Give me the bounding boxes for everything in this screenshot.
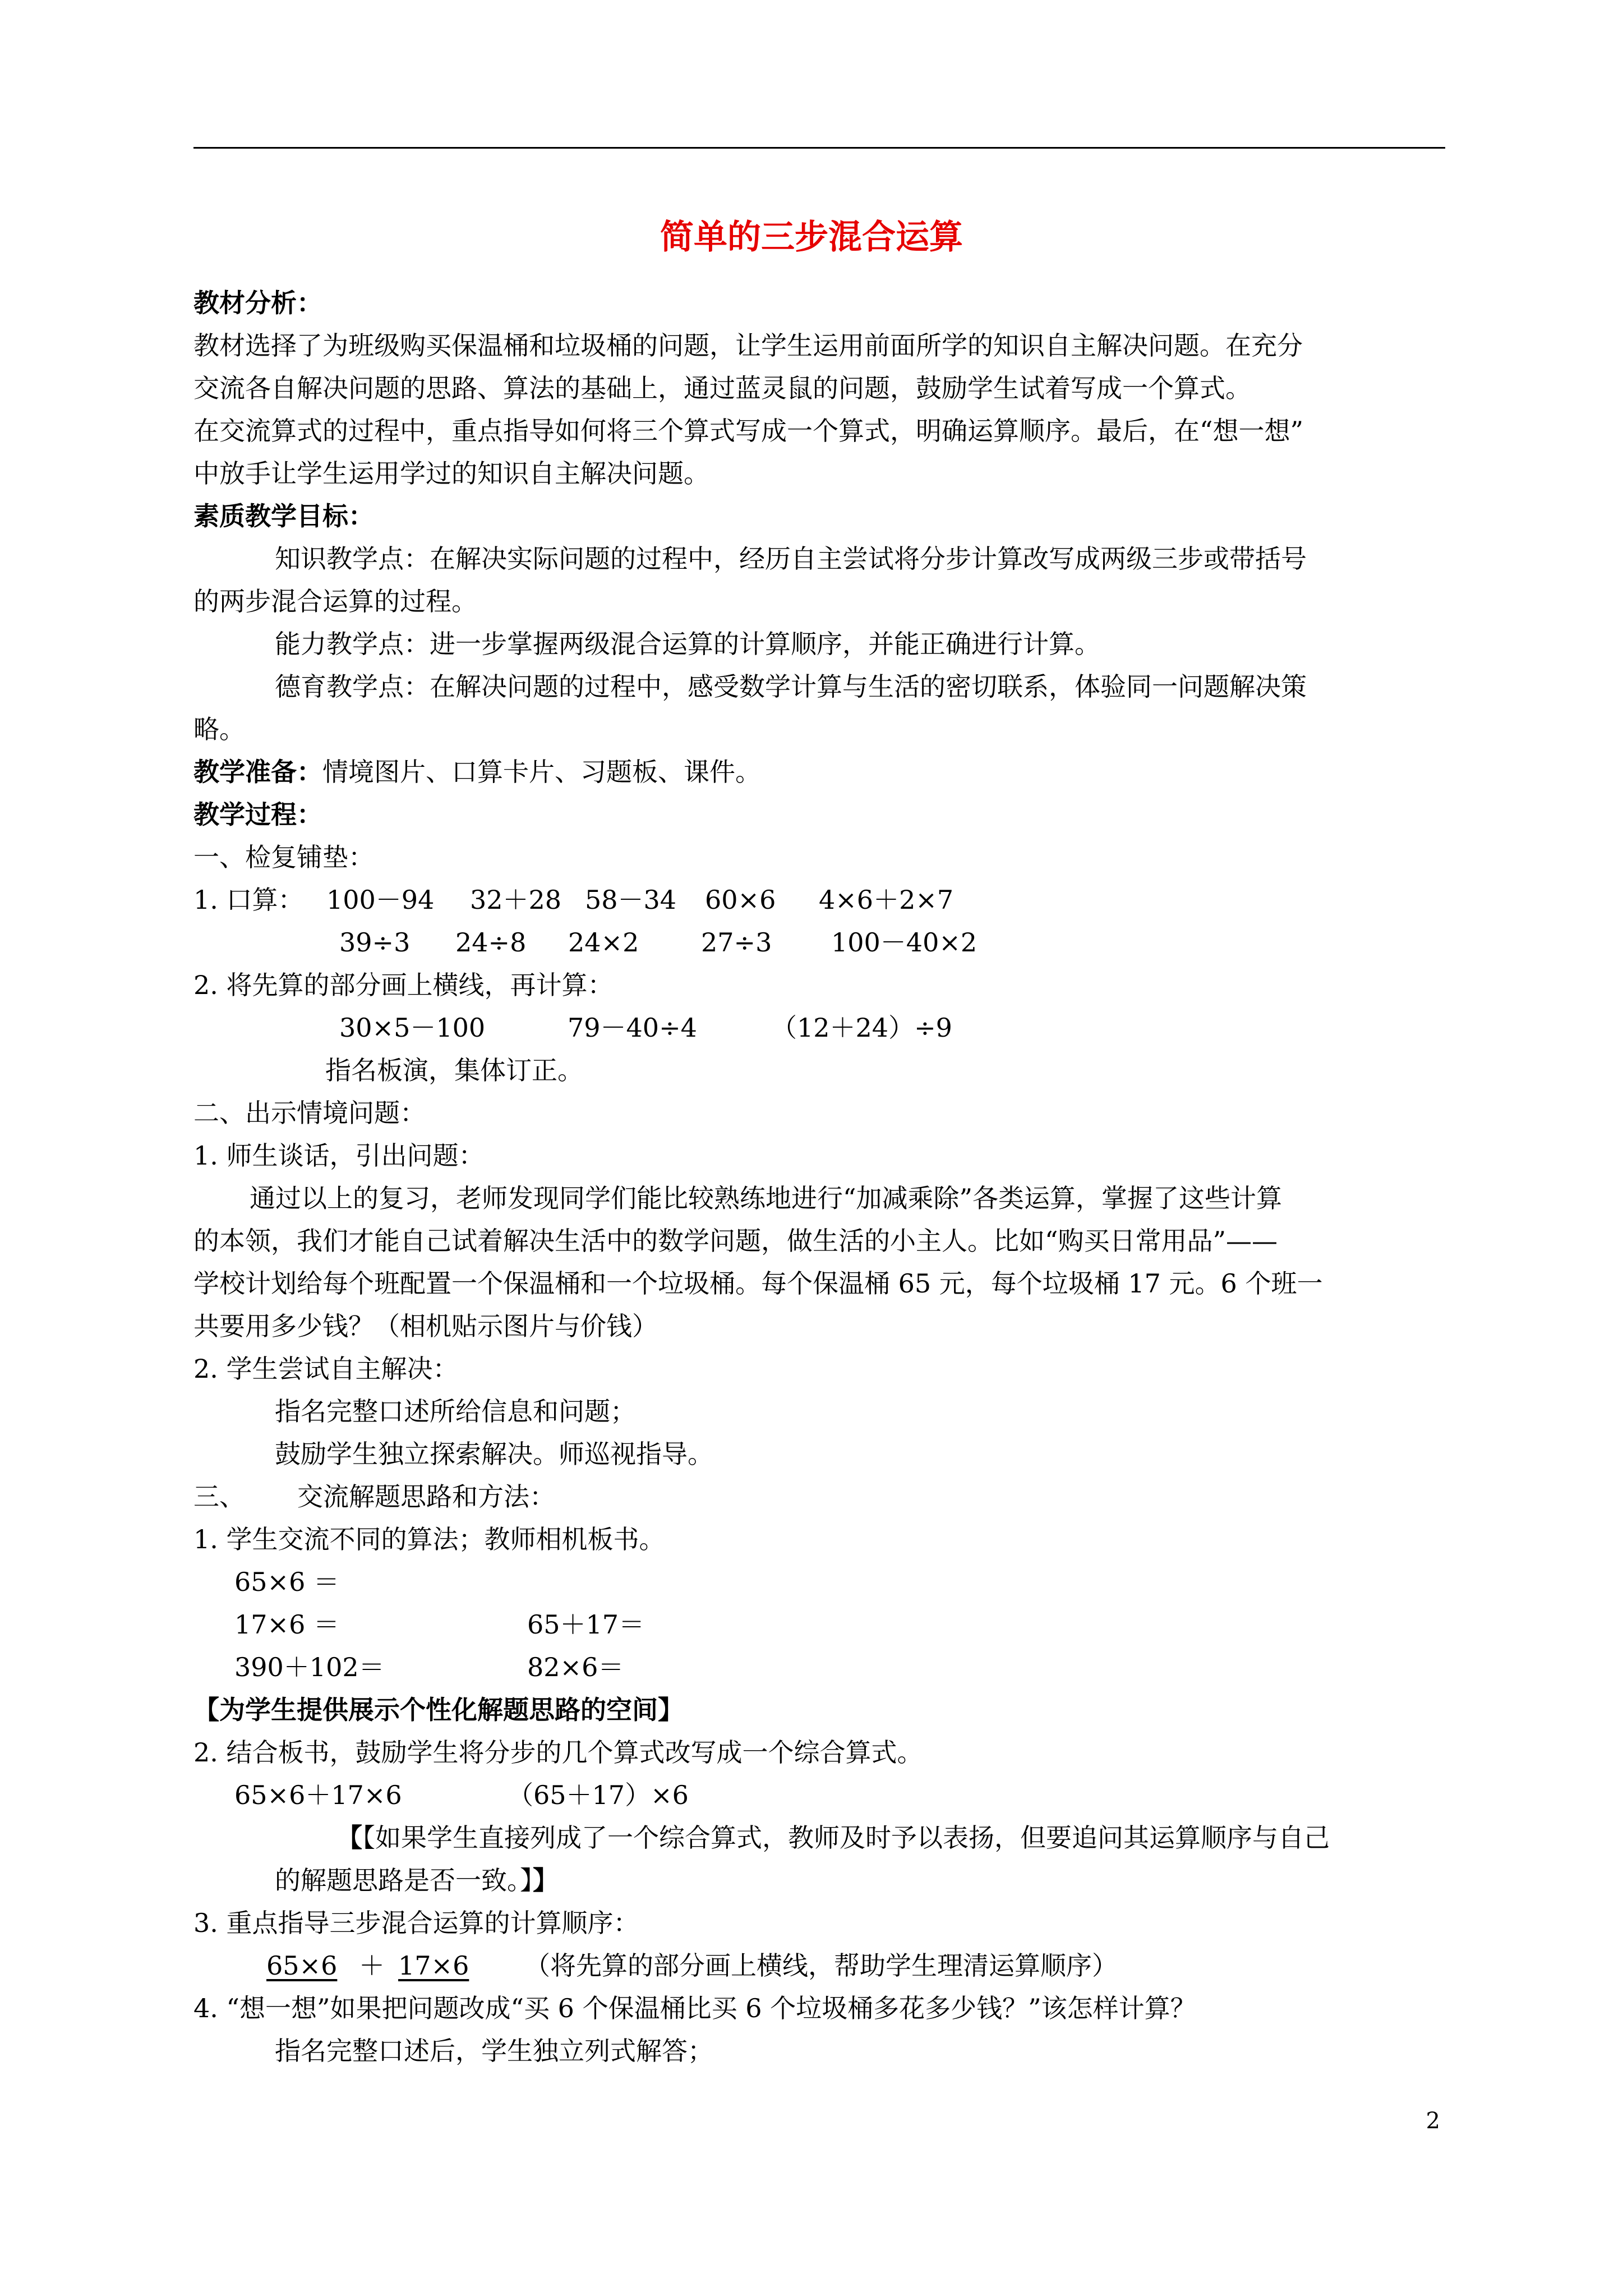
math-expression: 390＋102＝ [234, 1652, 385, 1682]
underlined-expression: 65×6 [266, 1950, 338, 1981]
header-rule [193, 147, 1445, 149]
document-title: 简单的三步混合运算 [660, 218, 963, 257]
paragraph-line: 的两步混合运算的过程。 [193, 586, 477, 616]
section-heading-material: 教材分析： [193, 288, 322, 318]
bracket-open: 【 [336, 1823, 362, 1853]
math-expression: 58－34 [585, 885, 677, 915]
paragraph-line: 知识教学点：在解决实际问题的过程中，经历自主尝试将分步计算改写成两级三步或带括号 [275, 544, 1307, 574]
section-heading-process: 教学过程： [193, 799, 322, 830]
math-expression: 17×6 ＝ [234, 1609, 339, 1640]
bracket-close: 】 [533, 1865, 559, 1895]
step-line: 1. 师生谈话，引出问题： [193, 1140, 485, 1171]
paragraph-line: 德育教学点：在解决问题的过程中，感受数学计算与生活的密切联系，体验同一问题解决策 [275, 671, 1307, 702]
paragraph-line: 鼓励学生独立探索解决。师巡视指导。 [275, 1439, 713, 1469]
paragraph-line: 学校计划给每个班配置一个保温桶和一个垃圾桶。每个保温桶 65 元，每个垃圾桶 17 元。6 个班一 [193, 1268, 1323, 1299]
math-expression: 30×5－100 [339, 1013, 486, 1043]
plus-sign: ＋ [359, 1950, 385, 1981]
bracket-note [336, 1821, 1330, 1855]
math-expression: 65×6 ＝ [234, 1567, 339, 1597]
step-line: 2. 结合板书，鼓励学生将分步的几个算式改写成一个综合算式。 [193, 1737, 923, 1768]
prep-label: 教学准备： [193, 757, 322, 787]
section-heading-goals: 素质教学目标： [193, 501, 374, 531]
math-expression: 39÷3 [339, 927, 411, 958]
subheading: 二、出示情境问题： [193, 1098, 426, 1128]
math-expression: 32＋28 [470, 885, 562, 915]
paragraph-line: 通过以上的复习，老师发现同学们能比较熟练地进行“加减乘除”各类运算，掌握了这些计算 [250, 1183, 1283, 1213]
subheading-number: 三、 [193, 1481, 245, 1512]
math-expression: 27÷3 [701, 927, 772, 958]
step-line: 3. 重点指导三步混合运算的计算顺序： [193, 1908, 639, 1938]
subheading: 一、检复铺垫： [193, 842, 374, 872]
math-expression: 65＋17＝ [527, 1609, 645, 1640]
step-line: 4. “想一想”如果把问题改成“买 6 个保温桶比买 6 个垃圾桶多花多少钱？”该怎样计算？ [193, 1993, 1196, 2023]
paragraph-line: 交流各自解决问题的思路、算法的基础上，通过蓝灵鼠的问题，鼓励学生试着写成一个算式。 [193, 373, 1251, 403]
paragraph-line: 指名板演，集体订正。 [325, 1055, 583, 1085]
math-expression: （65＋17）×6 [508, 1780, 689, 1810]
prep-line [193, 755, 761, 789]
math-expression: 4×6＋2×7 [819, 885, 954, 915]
math-expression: 79－40÷4 [568, 1013, 697, 1043]
subheading: 交流解题思路和方法： [297, 1481, 555, 1512]
paragraph-line: 指名完整口述所给信息和问题； [275, 1396, 636, 1427]
underlined-expression: 17×6 [398, 1950, 469, 1981]
step-line: 1. 学生交流不同的算法；教师相机板书。 [193, 1524, 665, 1554]
math-expression: 100－40×2 [831, 927, 978, 958]
step-line: 2. 学生尝试自主解决： [193, 1354, 459, 1384]
prep-text: 情境图片、口算卡片、习题板、课件。 [322, 757, 761, 787]
paragraph-line: （将先算的部分画上横线，帮助学生理清运算顺序） [524, 1950, 1118, 1981]
math-expression: 60×6 [705, 885, 776, 915]
bracket-note: 【为学生提供展示个性化解题思路的空间】 [193, 1695, 684, 1725]
math-expression: 100－94 [326, 885, 435, 915]
math-expression: 24×2 [568, 927, 639, 958]
oral-label: 1. 口算： [193, 885, 304, 915]
math-expression: 82×6＝ [527, 1652, 624, 1682]
paragraph-line: 略。 [193, 714, 245, 744]
math-expression: （12＋24）÷9 [771, 1013, 952, 1043]
paragraph-line: 在交流算式的过程中，重点指导如何将三个算式写成一个算式，明确运算顺序。最后，在“想一想” [193, 416, 1304, 446]
paragraph-line: 能力教学点：进一步掌握两级混合运算的计算顺序，并能正确进行计算。 [275, 629, 1100, 659]
step-line: 2. 将先算的部分画上横线，再计算： [193, 970, 614, 1000]
paragraph-line: 教材选择了为班级购买保温桶和垃圾桶的问题，让学生运用前面所学的知识自主解决问题。在充分 [193, 330, 1303, 361]
math-expression: 65×6＋17×6 [234, 1780, 402, 1810]
paragraph-line: 中放手让学生运用学过的知识自主解决问题。 [193, 458, 709, 489]
bracket-note-text: 的解题思路是否一致。】 [275, 1865, 533, 1895]
page-number: 2 [1426, 2108, 1440, 2134]
paragraph-line: 的本领，我们才能自己试着解决生活中的数学问题，做生活的小主人。比如“购买日常用品”—— [193, 1226, 1278, 1256]
math-expression: 24÷8 [455, 927, 527, 958]
bracket-note-text: 【如果学生直接列成了一个综合算式，教师及时予以表扬，但要追问其运算顺序与自己 [362, 1823, 1330, 1853]
paragraph-line: 指名完整口述后，学生独立列式解答； [275, 2036, 713, 2066]
paragraph-line: 共要用多少钱？（相机贴示图片与价钱） [193, 1311, 658, 1341]
bracket-note-continued [275, 1864, 559, 1897]
